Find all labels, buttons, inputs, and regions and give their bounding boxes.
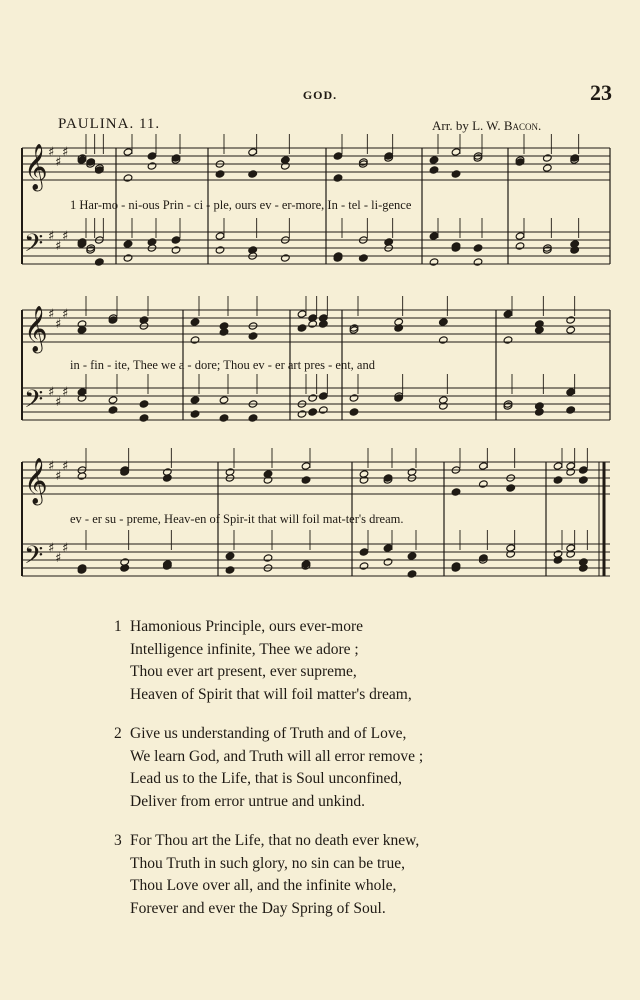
note-head (248, 414, 258, 422)
verse-line: 1 Hamonious Principle, ours ever-more (114, 616, 423, 639)
sharp-icon: ♯ (48, 459, 55, 474)
note-head (543, 154, 553, 162)
note-head (297, 310, 307, 318)
verses (114, 616, 423, 937)
sharp-icon: ♯ (55, 469, 62, 484)
treble-clef-icon: 𝄞 (24, 306, 48, 352)
underlay-line-1: 1 Har-mo - ni-ous Prin - ci - ple, ours ev - er-more, In - tel - li-gence (70, 198, 412, 212)
note-head (439, 336, 449, 344)
verse-number: 2 (114, 725, 122, 742)
note-head (248, 170, 258, 178)
note-head (215, 170, 225, 178)
note-head (479, 462, 489, 470)
note-head (263, 554, 273, 562)
note-head (503, 336, 513, 344)
sharp-icon: ♯ (48, 145, 55, 160)
note-head (566, 316, 576, 324)
note-head (219, 396, 229, 404)
verse-3 (114, 830, 423, 920)
note-head (123, 240, 133, 248)
sharp-icon: ♯ (62, 229, 69, 244)
note-head (333, 174, 343, 182)
note-head (429, 156, 439, 164)
sharp-icon: ♯ (55, 239, 62, 254)
note-head (308, 394, 318, 402)
note-head (349, 408, 359, 416)
note-head (190, 396, 200, 404)
note-head (473, 258, 483, 266)
page-number: 23 (590, 80, 612, 105)
note-head (359, 254, 369, 262)
note-head (429, 232, 439, 240)
verse-line: Thou ever art present, ever supreme, (130, 663, 357, 680)
note-head (219, 414, 229, 422)
note-head (451, 170, 461, 178)
arranger-name: Bacon. (503, 118, 542, 133)
note-head (333, 152, 343, 160)
note-head (553, 476, 563, 484)
note-head (429, 258, 439, 266)
note-head (566, 326, 576, 334)
note-head (579, 466, 589, 474)
note-head (123, 148, 133, 156)
bass-clef-icon: 𝄢 (24, 229, 44, 264)
sharp-icon: ♯ (62, 541, 69, 556)
sharp-icon: ♯ (55, 551, 62, 566)
sharp-icon: ♯ (62, 307, 69, 322)
note-head (281, 254, 291, 262)
note-head (139, 400, 149, 408)
sharp-icon: ♯ (48, 307, 55, 322)
note-head (383, 544, 393, 552)
sharp-icon: ♯ (55, 395, 62, 410)
note-head (439, 318, 449, 326)
note-head (429, 166, 439, 174)
sharp-icon: ♯ (55, 155, 62, 170)
note-head (479, 480, 489, 488)
note-head (359, 562, 369, 570)
note-head (171, 246, 181, 254)
note-head (566, 388, 576, 396)
note-head (566, 406, 576, 414)
note-head (319, 392, 329, 400)
sharp-icon: ♯ (62, 459, 69, 474)
note-head (123, 174, 133, 182)
note-head (451, 488, 461, 496)
note-head (359, 548, 369, 556)
note-head (301, 462, 311, 470)
note-head (553, 462, 563, 470)
note-head (515, 242, 525, 250)
verse-line: Thou Truth in such glory, no sin can be true, (130, 854, 405, 872)
note-head (407, 552, 417, 560)
verse-line: We learn God, and Truth will all error remove ; (130, 747, 424, 765)
treble-clef-icon: 𝄞 (24, 144, 48, 190)
verse-1 (114, 616, 423, 706)
underlay-line-2: in - fin - ite, Thee we a - dore; Thou ev - er art pres - ent, and (70, 358, 375, 372)
note-head (473, 244, 483, 252)
treble-clef-icon: 𝄞 (24, 458, 48, 504)
note-head (190, 336, 200, 344)
note-head (579, 476, 589, 484)
verse-line: 2 Give us understanding of Truth and of Love, (114, 723, 423, 746)
tune-name: PAULINA. 11. (58, 116, 161, 132)
sharp-icon: ♯ (48, 385, 55, 400)
note-head (190, 410, 200, 418)
note-head (383, 558, 393, 566)
note-head (301, 476, 311, 484)
sharp-icon: ♯ (48, 229, 55, 244)
note-head (297, 324, 307, 332)
note-head (108, 406, 118, 414)
note-head (451, 148, 461, 156)
note-head (308, 408, 318, 416)
sharp-icon: ♯ (62, 385, 69, 400)
bass-clef-icon: 𝄢 (24, 385, 44, 420)
verse-line: Forever and ever the Day Spring of Soul. (130, 899, 386, 917)
note-head (190, 318, 200, 326)
verse-line: 3 For Thou art the Life, that no death ever knew, (114, 830, 423, 853)
note-head (171, 236, 181, 244)
bass-clef-icon: 𝄢 (24, 541, 44, 576)
sharp-icon: ♯ (55, 317, 62, 332)
note-head (95, 258, 105, 266)
note-head (225, 552, 235, 560)
note-head (248, 148, 258, 156)
sharp-icon: ♯ (48, 541, 55, 556)
note-head (506, 484, 516, 492)
note-head (139, 414, 149, 422)
verse-line: Lead us to the Life, that is Soul unconfined, (130, 770, 403, 787)
verse-line: Intelligence infinite, Thee we adore ; (130, 640, 359, 658)
note-head (297, 410, 307, 418)
note-head (515, 232, 525, 240)
note-head (407, 570, 417, 578)
note-head (349, 394, 359, 402)
verse-line: Deliver from error untrue and unkind. (130, 792, 366, 810)
note-head (108, 396, 118, 404)
note-head (225, 566, 235, 574)
verse-number: 3 (114, 832, 122, 849)
note-head (147, 152, 157, 160)
verse-line: Heaven of Spirit that will foil matter's dream, (130, 685, 412, 703)
note-head (215, 246, 225, 254)
sharp-icon: ♯ (62, 145, 69, 160)
note-head (543, 164, 553, 172)
running-title: GOD. (302, 88, 338, 102)
verse-2 (114, 723, 423, 813)
verse-line: Thou Love over all, and the infinite whole, (130, 877, 397, 894)
note-head (123, 254, 133, 262)
note-head (215, 232, 225, 240)
underlay-line-3: ev - er su - preme, Heav-en of Spir-it that will foil mat-ter's dream. (70, 512, 404, 526)
note-head (503, 310, 513, 318)
note-head (147, 162, 157, 170)
verse-number: 1 (114, 618, 122, 635)
note-head (319, 406, 329, 414)
note-head (248, 332, 258, 340)
arranger-prefix: Arr. by L. W. (432, 118, 501, 133)
